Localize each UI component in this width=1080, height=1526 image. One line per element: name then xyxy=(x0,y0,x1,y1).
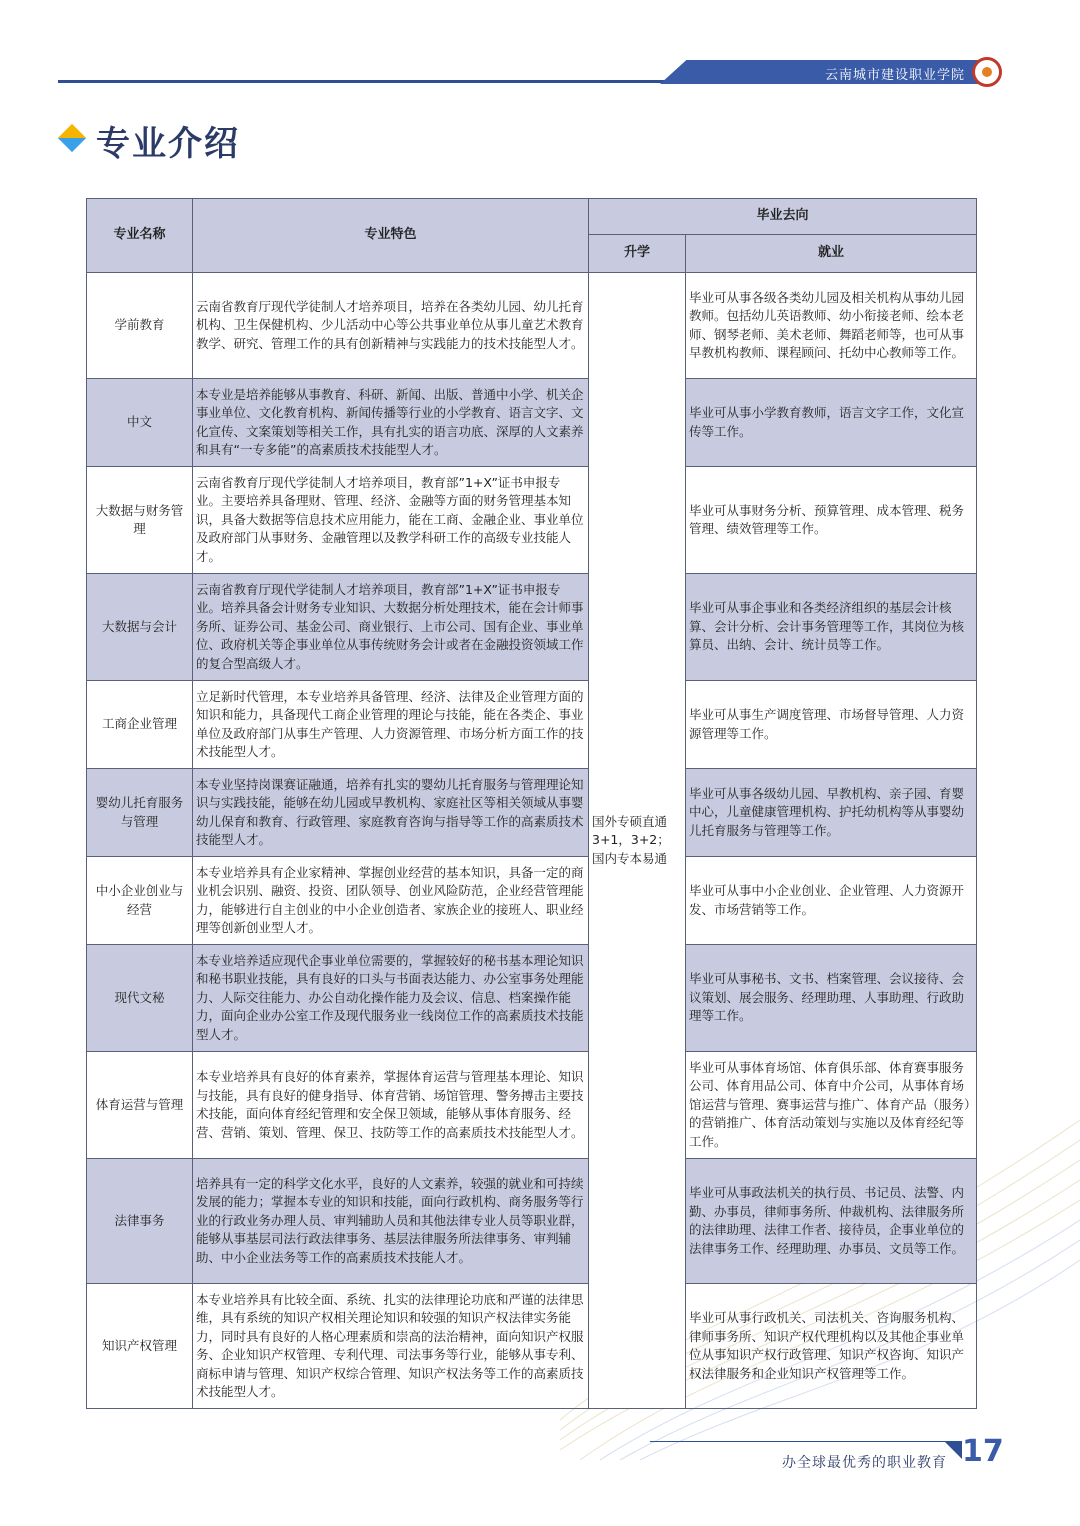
major-employment: 毕业可从事企事业和各类经济组织的基层会计核算、会计分析、会计事务管理等工作，其岗位为核算员、出纳、会计、统计员等工作。 xyxy=(686,574,977,681)
diamond-icon xyxy=(58,124,86,152)
major-feature: 本专业坚持岗课赛证融通，培养有扎实的婴幼儿托育服务与管理理论知识与实践技能，能够在幼儿园或早教机构、家庭社区等相关领域从事婴幼儿保育和教育、行政管理、家庭教育咨询与指导等工作的高素质技术技能型人才。 xyxy=(193,769,589,857)
footer-slogan: 办全球最优秀的职业教育 xyxy=(782,1455,947,1471)
major-name: 知识产权管理 xyxy=(87,1284,193,1409)
table-row xyxy=(87,467,977,574)
major-employment: 毕业可从事体育场馆、体育俱乐部、体育赛事服务公司、体育用品公司、体育中介公司，从事体育场馆运营与管理、赛事运营与推广、体育产品（服务）的营销推广、体育活动策划与实施以及体育经纪等工作。 xyxy=(686,1052,977,1159)
page-corner-icon xyxy=(944,1441,962,1459)
major-employment: 毕业可从事生产调度管理、市场督导管理、人力资源管理等工作。 xyxy=(686,681,977,769)
major-name: 现代文秘 xyxy=(87,945,193,1052)
major-feature: 培养具有一定的科学文化水平，良好的人文素养，较强的就业和可持续发展的能力；掌握本专业的知识和技能，面向行政机构、商务服务等行业的行政业务办理人员、审判辅助人员和其他法律专业人员等职业群，能够从事基层司法行政法律事务、基层法律服务所法律事务、审判辅助、中小企业法务等工作的高素质技术技能人才。 xyxy=(193,1159,589,1284)
table-row xyxy=(87,945,977,1052)
table-row xyxy=(87,769,977,857)
major-name: 体育运营与管理 xyxy=(87,1052,193,1159)
school-name: 云南城市建设职业学院 xyxy=(824,68,965,83)
major-employment: 毕业可从事各级各类幼儿园及相关机构从事幼儿园教师。包括幼儿英语教师、幼小衔接老师、绘本老师、钢琴老师、美术老师、舞蹈老师等，也可从事早教机构教师、课程顾问、托幼中心教师等工作。 xyxy=(686,273,977,379)
major-feature: 本专业是培养能够从事教育、科研、新闻、出版、普通中小学、机关企事业单位、文化教育机构、新闻传播等行业的小学教育、语言文字、文化宣传、文案策划等相关工作，具有扎实的语言功底、深厚的人文素养和具有“一专多能”的高素质技术技能型人才。 xyxy=(193,379,589,467)
major-name: 大数据与会计 xyxy=(87,574,193,681)
table-row xyxy=(87,1052,977,1159)
header-feature: 专业特色 xyxy=(193,199,589,273)
header-further-study: 升学 xyxy=(589,235,686,273)
major-name: 法律事务 xyxy=(87,1159,193,1284)
table-row xyxy=(87,273,977,379)
major-feature: 本专业培养具有良好的体育素养，掌握体育运营与管理基本理论、知识与技能，具有良好的健身指导、体育营销、场馆管理、警务搏击主要技术技能，面向体育经纪管理和安全保卫领域，能够从事体育服务、经营、营销、策划、管理、保卫、技防等工作的高素质技术技能型人才。 xyxy=(193,1052,589,1159)
major-employment: 毕业可从事中小企业创业、企业管理、人力资源开发、市场营销等工作。 xyxy=(686,857,977,945)
page-number: 17 xyxy=(962,1434,1004,1469)
school-logo-icon xyxy=(972,57,1002,87)
table-row xyxy=(87,574,977,681)
major-feature: 云南省教育厅现代学徒制人才培养项目，教育部”1+X”证书申报专业。主要培养具备理财、管理、经济、金融等方面的财务管理基本知识，具备大数据等信息技术应用能力，能在工商、金融企业、事业单位及政府部门从事财务、金融管理以及教学科研工作的高级专业技能人才。 xyxy=(193,467,589,574)
major-feature: 本专业培养具有企业家精神、掌握创业经营的基本知识，具备一定的商业机会识别、融资、投资、团队领导、创业风险防范，企业经营管理能力，能够进行自主创业的中小企业创造者、家族企业的接班人、职业经理等创新创业型人才。 xyxy=(193,857,589,945)
major-name: 工商企业管理 xyxy=(87,681,193,769)
header-rule xyxy=(58,80,678,83)
table-row xyxy=(87,1159,977,1284)
major-name: 中小企业创业与经营 xyxy=(87,857,193,945)
header-destination: 毕业去向 xyxy=(589,199,977,235)
major-employment: 毕业可从事各级幼儿园、早教机构、亲子园、育婴中心，儿童健康管理机构、护托幼机构等从事婴幼儿托育服务与管理等工作。 xyxy=(686,769,977,857)
major-employment: 毕业可从事小学教育教师，语言文字工作，文化宣传等工作。 xyxy=(686,379,977,467)
table-row xyxy=(87,379,977,467)
major-feature: 立足新时代管理，本专业培养具备管理、经济、法律及企业管理方面的知识和能力，具备现代工商企业管理的理论与技能，能在各类企、事业单位及政府部门从事生产管理、人力资源管理、市场分析方面工作的技术技能型人才。 xyxy=(193,681,589,769)
footer-rule xyxy=(650,1441,946,1442)
major-employment: 毕业可从事财务分析、预算管理、成本管理、税务管理、绩效管理等工作。 xyxy=(686,467,977,574)
major-feature: 云南省教育厅现代学徒制人才培养项目，培养在各类幼儿园、幼儿托育机构、卫生保健机构、少儿活动中心等公共事业单位从事儿童艺术教育教学、研究、管理工作的具有创新精神与实践能力的技术技能型人才。 xyxy=(193,273,589,379)
table-row xyxy=(87,1284,977,1409)
further-study-cell: 国外专硕直通3+1，3+2；国内专本易通 xyxy=(589,273,686,1409)
header-employment: 就业 xyxy=(686,235,977,273)
major-feature: 云南省教育厅现代学徒制人才培养项目，教育部”1+X”证书申报专业。培养具备会计财务专业知识、大数据分析处理技术，能在会计师事务所、证券公司、基金公司、商业银行、上市公司、国有企业、事业单位、政府机关等企事业单位从事传统财务会计或者在金融投资领域工作的复合型高级人才。 xyxy=(193,574,589,681)
major-name: 婴幼儿托育服务与管理 xyxy=(87,769,193,857)
major-feature: 本专业培养适应现代企事业单位需要的，掌握较好的秘书基本理论知识和秘书职业技能，具有良好的口头与书面表达能力、办公室事务处理能力、人际交往能力、办公自动化操作能力及会议、信息、档案操作能力，面向企业办公室工作及现代服务业一线岗位工作的高素质技术技能型人才。 xyxy=(193,945,589,1052)
major-name: 大数据与财务管理 xyxy=(87,467,193,574)
major-employment: 毕业可从事秘书、文书、档案管理、会议接待、会议策划、展会服务、经理助理、人事助理、行政助理等工作。 xyxy=(686,945,977,1052)
major-name: 中文 xyxy=(87,379,193,467)
majors-table xyxy=(86,198,977,1409)
table-row xyxy=(87,857,977,945)
table-row xyxy=(87,681,977,769)
header-name: 专业名称 xyxy=(87,199,193,273)
major-feature: 本专业培养具有比较全面、系统、扎实的法律理论功底和严谨的法律思维，具有系统的知识产权相关理论知识和较强的知识产权法律实务能力，同时具有良好的人格心理素质和崇高的法治精神，面向知识产权服务、企业知识产权管理、专利代理、司法事务等行业，能够从事专利、商标申请与管理、知识产权综合管理、知识产权法务等工作的高素质技术技能型人才。 xyxy=(193,1284,589,1409)
page-title: 专业介绍 xyxy=(96,124,240,164)
major-name: 学前教育 xyxy=(87,273,193,379)
major-employment: 毕业可从事政法机关的执行员、书记员、法警、内勤、办事员，律师事务所、仲裁机构、法律服务所的法律助理、法律工作者、接待员，企事业单位的法律事务工作、经理助理、办事员、文员等工作。 xyxy=(686,1159,977,1284)
major-employment: 毕业可从事行政机关、司法机关、咨询服务机构、律师事务所、知识产权代理机构以及其他企事业单位从事知识产权行政管理、知识产权咨询、知识产权法律服务和企业知识产权管理等工作。 xyxy=(686,1284,977,1409)
